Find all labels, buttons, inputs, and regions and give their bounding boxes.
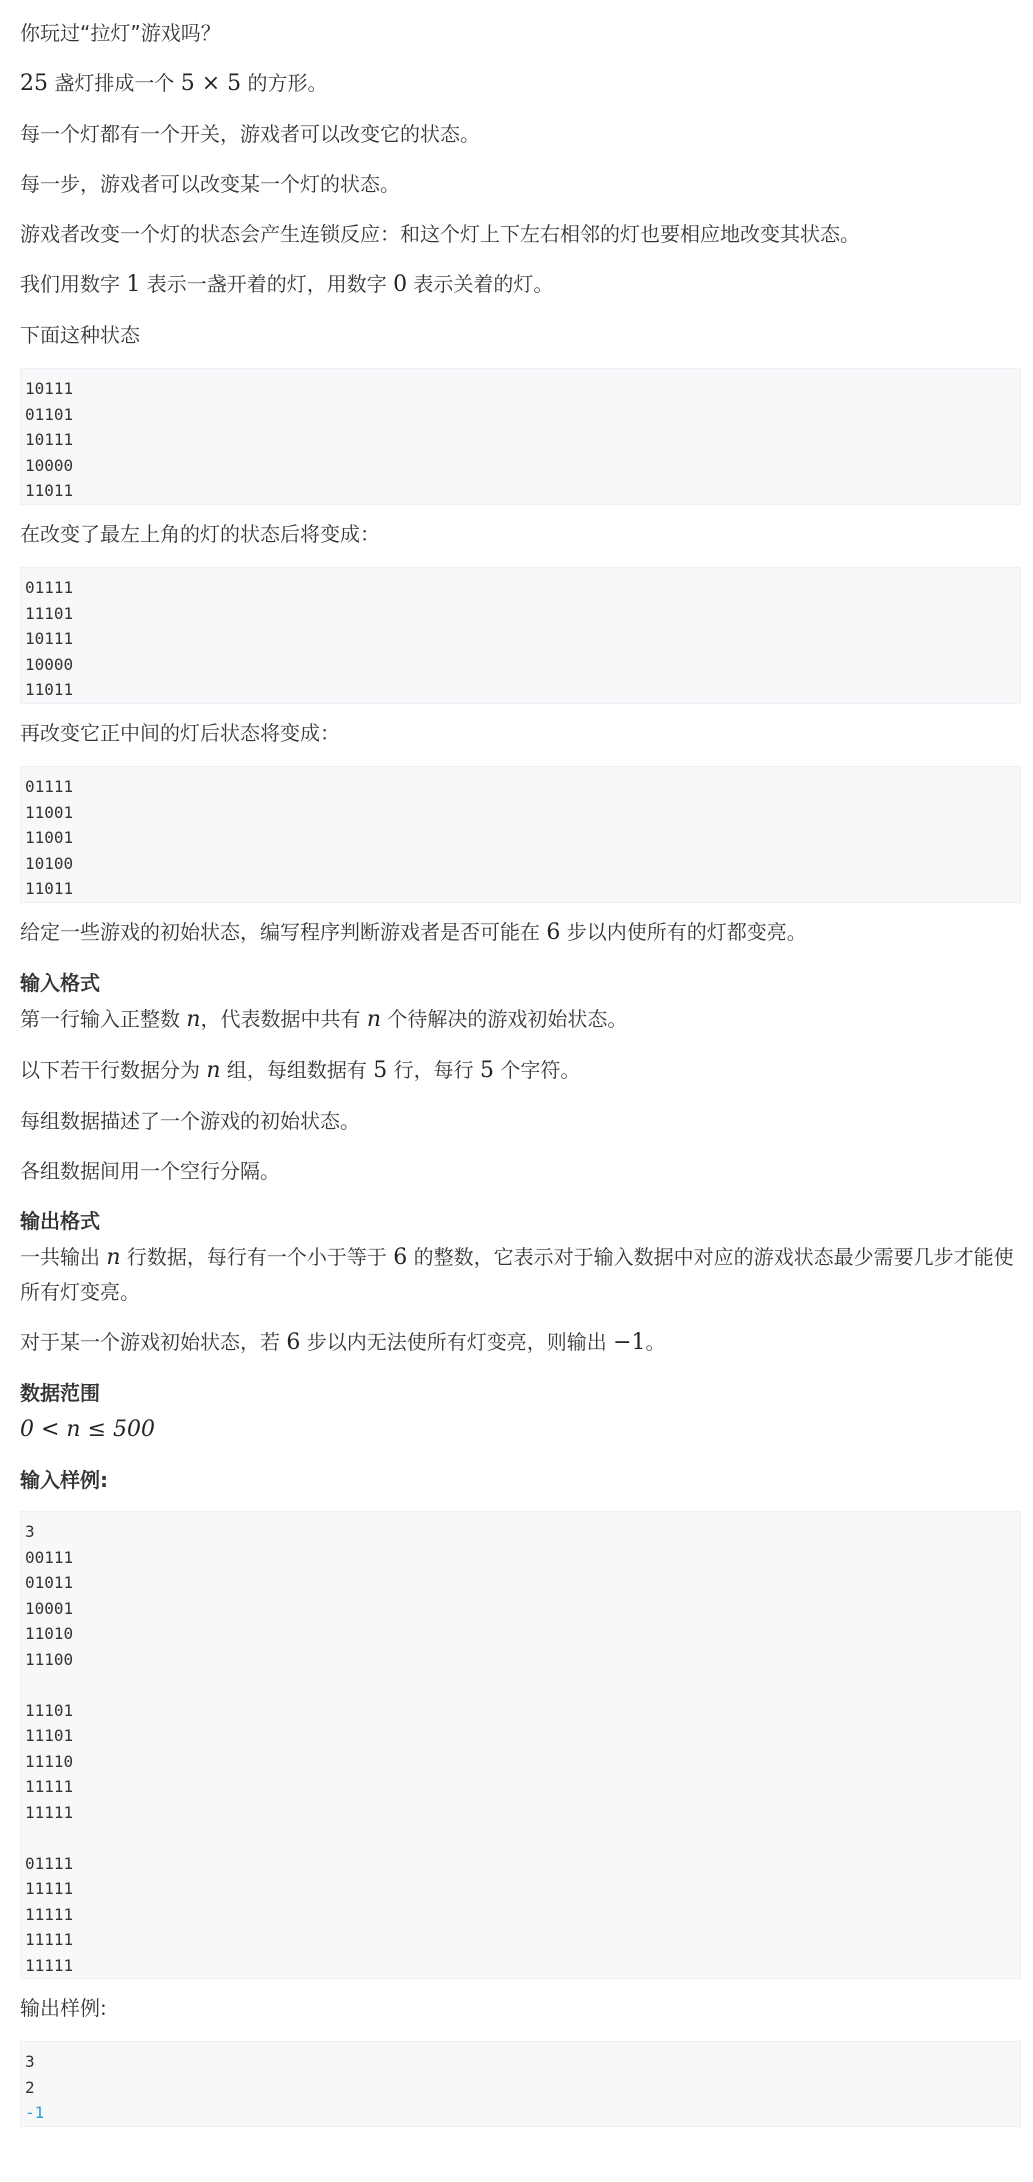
code-line: 10111: [25, 379, 74, 398]
output-format-line1: [20, 1240, 1021, 1309]
math-six: 6: [286, 1330, 301, 1355]
code-line: 3: [25, 2052, 35, 2071]
code-line: 11011: [25, 879, 74, 898]
data-range-expr: [20, 1412, 1021, 1447]
math-n: n: [366, 1007, 382, 1032]
intro-step: 每一步，游戏者可以改变某一个灯的状态。: [20, 172, 400, 196]
intro-chain-reaction: 游戏者改变一个灯的状态会产生连锁反应：和这个灯上下左右相邻的灯也要相应地改变其状态。: [20, 222, 860, 246]
code-block-state1: [20, 368, 1021, 505]
text-fragment: 步以内使所有的灯都变亮。: [560, 920, 807, 944]
text-fragment: 第一行输入正整数: [20, 1007, 187, 1031]
code-line: 11001: [25, 802, 74, 822]
code-line: 11100: [25, 1649, 74, 1669]
input-format-heading: 输入格式: [20, 971, 100, 995]
text-fragment: 的方形。: [241, 71, 328, 95]
math-n: n: [206, 1058, 221, 1083]
code-block-state3: [20, 766, 1021, 903]
math-minus-one: −1: [613, 1330, 646, 1355]
code-block-state2: [20, 567, 1021, 704]
text-fragment: 表示一盏开着的灯，用数字: [140, 272, 394, 296]
text-fragment: 组，每组数据有: [220, 1058, 374, 1082]
math-five: 5: [479, 1058, 494, 1083]
code-line: 11111: [25, 1930, 74, 1949]
data-range-heading: 数据范围: [20, 1381, 100, 1405]
code-line: -1: [25, 2103, 45, 2122]
code-line: 01111: [25, 1853, 74, 1873]
code-line: 01011: [25, 1573, 74, 1592]
code-line: 11111: [25, 1955, 74, 1975]
text-fragment: 对于某一个游戏初始状态，若: [20, 1330, 287, 1354]
math-range: 0 < n ≤ 500: [20, 1417, 155, 1442]
code-line: 10000: [25, 455, 74, 475]
code-line: 11101: [25, 1726, 74, 1745]
code-line: 00111: [25, 1547, 74, 1567]
code-line: 10111: [25, 629, 74, 648]
math-one: 1: [126, 272, 141, 297]
code-line: 11101: [25, 1700, 74, 1720]
task-description: [20, 915, 1021, 950]
code-line: 10111: [25, 430, 74, 449]
after-corner-label: 在改变了最左上角的灯的状态后将变成：: [20, 522, 380, 546]
intro-digits: [20, 267, 1021, 302]
text-fragment: ，代表数据中共有: [200, 1007, 367, 1031]
input-format-line3: 每组数据描述了一个游戏的初始状态。: [20, 1109, 360, 1133]
math-six: 6: [393, 1245, 408, 1270]
intro-switch: 每一个灯都有一个开关，游戏者可以改变它的状态。: [20, 122, 480, 146]
intro-state-label: 下面这种状态: [20, 323, 140, 347]
text-fragment: 以下若干行数据分为: [20, 1058, 207, 1082]
text-fragment: 行数据，每行有一个小于等于: [120, 1245, 394, 1269]
text-fragment: 个字符。: [493, 1058, 581, 1082]
text-fragment: 表示关着的灯。: [407, 272, 554, 296]
sample-output-heading: 输出样例:: [20, 1996, 107, 2020]
math-25: 25: [20, 71, 48, 96]
code-line: 2: [25, 2077, 35, 2097]
code-line: 11111: [25, 1879, 74, 1898]
code-line: 11111: [25, 1904, 74, 1924]
sample-input-heading: 输入样例:: [20, 1468, 108, 1492]
text-fragment: 。: [645, 1330, 666, 1354]
code-line: 10100: [25, 853, 74, 873]
code-line: 10000: [25, 654, 74, 674]
output-format-line2: [20, 1325, 1021, 1360]
code-line: 3: [25, 1522, 35, 1541]
code-line: 11110: [25, 1751, 74, 1771]
text-fragment: 步以内无法使所有灯变亮，则输出: [300, 1330, 614, 1354]
math-n: n: [186, 1007, 201, 1032]
text-fragment: 我们用数字: [20, 272, 127, 296]
text-fragment: 行，每行: [387, 1058, 480, 1082]
input-format-line4: 各组数据间用一个空行分隔。: [20, 1159, 280, 1183]
text-fragment: 个待解决的游戏初始状态。: [381, 1007, 628, 1031]
text-fragment: 一共输出: [20, 1245, 107, 1269]
math-n: n: [106, 1245, 121, 1270]
text-fragment: 给定一些游戏的初始状态，编写程序判断游戏者是否可能在: [20, 920, 547, 944]
input-format-line2: [20, 1053, 1021, 1088]
math-5x5: 5 × 5: [180, 71, 242, 96]
code-line: [25, 1672, 1016, 1698]
text-fragment: 盏灯排成一个: [48, 71, 181, 95]
code-line: 11011: [25, 680, 74, 699]
code-line: 11010: [25, 1624, 74, 1643]
code-block-sample-input: [20, 1511, 1021, 1979]
output-format-heading: 输出格式: [20, 1209, 100, 1233]
code-line: 01111: [25, 578, 74, 597]
code-line: 11101: [25, 603, 74, 623]
code-line: 01111: [25, 777, 74, 796]
code-line: 01101: [25, 404, 74, 424]
code-block-sample-output: [20, 2041, 1021, 2127]
code-line: 11011: [25, 481, 74, 500]
intro-grid-description: [20, 66, 1021, 101]
code-line: 10001: [25, 1598, 74, 1618]
code-line: [25, 1825, 1016, 1851]
text-fragment: 所有灯变亮。: [20, 1280, 140, 1304]
input-format-line1: [20, 1002, 1021, 1037]
after-center-label: 再改变它正中间的灯后状态将变成：: [20, 721, 340, 745]
intro-question: 你玩过“拉灯”游戏吗？: [20, 21, 221, 45]
code-line: 11001: [25, 828, 74, 847]
math-zero: 0: [393, 272, 408, 297]
code-line: 11111: [25, 1777, 74, 1796]
text-fragment: 的整数，它表示对于输入数据中对应的游戏状态最少需要几步才能使: [407, 1245, 1014, 1269]
code-line: 11111: [25, 1802, 74, 1822]
math-five: 5: [373, 1058, 388, 1083]
math-six: 6: [546, 920, 561, 945]
